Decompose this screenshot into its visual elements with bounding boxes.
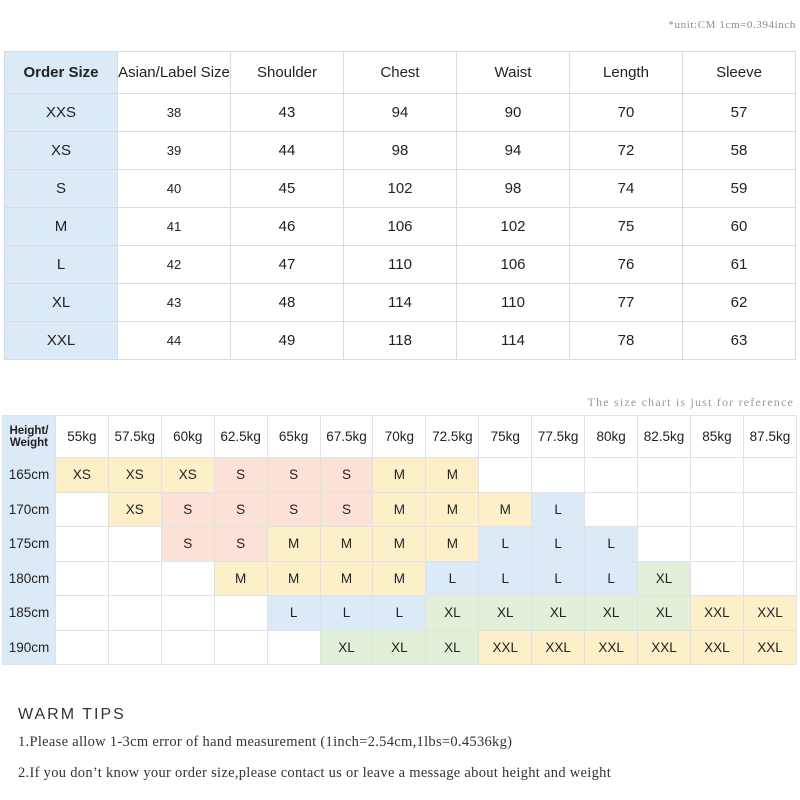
size-recommendation-cell: L [532, 561, 585, 596]
weight-header-cell: 67.5kg [320, 416, 373, 458]
measurement-cell: 39 [118, 132, 231, 170]
measurement-cell: 49 [231, 322, 344, 360]
weight-header-cell: 55kg [55, 416, 108, 458]
size-header-cell: Sleeve [683, 52, 796, 94]
size-recommendation-cell: M [426, 492, 479, 527]
size-recommendation-cell: XL [373, 630, 426, 665]
measurement-cell: 70 [570, 94, 683, 132]
size-table-body [5, 94, 796, 360]
size-recommendation-cell: XXL [690, 630, 743, 665]
table-row [5, 246, 796, 284]
size-recommendation-cell [638, 458, 691, 493]
size-recommendation-cell: XS [108, 492, 161, 527]
size-recommendation-cell [585, 492, 638, 527]
weight-header-cell: 65kg [267, 416, 320, 458]
measurement-cell: 102 [344, 170, 457, 208]
measurement-cell: 42 [118, 246, 231, 284]
size-recommendation-cell: L [532, 492, 585, 527]
size-recommendation-cell [690, 458, 743, 493]
hw-table-body [3, 458, 797, 665]
height-cell: 190cm [3, 630, 56, 665]
order-size-cell: XXL [5, 322, 118, 360]
size-recommendation-cell [585, 458, 638, 493]
size-recommendation-cell [108, 561, 161, 596]
size-recommendation-cell: XXL [638, 630, 691, 665]
size-recommendation-cell: S [267, 458, 320, 493]
size-recommendation-cell: M [267, 527, 320, 562]
measurement-cell: 75 [570, 208, 683, 246]
order-size-cell: M [5, 208, 118, 246]
measurement-cell: 57 [683, 94, 796, 132]
size-recommendation-cell [638, 492, 691, 527]
size-recommendation-cell: S [320, 492, 373, 527]
weight-header-cell: 80kg [585, 416, 638, 458]
size-recommendation-cell [55, 561, 108, 596]
weight-header-cell: 77.5kg [532, 416, 585, 458]
size-recommendation-cell: XXL [743, 630, 796, 665]
measurement-cell: 40 [118, 170, 231, 208]
measurement-cell: 106 [344, 208, 457, 246]
height-cell: 170cm [3, 492, 56, 527]
weight-header-cell: 85kg [690, 416, 743, 458]
size-recommendation-cell: S [161, 527, 214, 562]
table-row [3, 527, 797, 562]
size-recommendation-cell: XL [426, 596, 479, 631]
size-recommendation-cell: S [214, 527, 267, 562]
size-recommendation-cell: L [426, 561, 479, 596]
table-row [5, 284, 796, 322]
size-recommendation-cell [267, 630, 320, 665]
tip-item: 2.If you don’t know your order size,please contact us or leave a message about height and weight [18, 765, 612, 781]
size-recommendation-cell: XL [532, 596, 585, 631]
size-recommendation-cell: M [373, 458, 426, 493]
size-recommendation-cell: XXL [479, 630, 532, 665]
size-recommendation-cell [743, 527, 796, 562]
size-header-cell: Chest [344, 52, 457, 94]
measurement-cell: 114 [457, 322, 570, 360]
size-recommendation-cell: XL [638, 561, 691, 596]
size-recommendation-cell: L [479, 561, 532, 596]
measurement-cell: 63 [683, 322, 796, 360]
measurement-cell: 38 [118, 94, 231, 132]
measurement-cell: 110 [344, 246, 457, 284]
height-cell: 180cm [3, 561, 56, 596]
size-recommendation-cell: M [479, 492, 532, 527]
size-recommendation-cell: L [373, 596, 426, 631]
table-row [5, 94, 796, 132]
size-recommendation-cell [743, 458, 796, 493]
size-recommendation-cell: XL [585, 596, 638, 631]
measurement-cell: 114 [344, 284, 457, 322]
measurement-cell: 62 [683, 284, 796, 322]
measurement-cell: 43 [231, 94, 344, 132]
measurement-cell: 41 [118, 208, 231, 246]
weight-header-cell: 60kg [161, 416, 214, 458]
table-row [3, 492, 797, 527]
size-recommendation-cell: M [214, 561, 267, 596]
measurement-cell: 59 [683, 170, 796, 208]
measurement-cell: 46 [231, 208, 344, 246]
size-recommendation-cell: L [585, 527, 638, 562]
measurement-cell: 47 [231, 246, 344, 284]
table-row [3, 561, 797, 596]
size-measurement-table [4, 51, 796, 360]
measurement-cell: 60 [683, 208, 796, 246]
measurement-cell: 98 [344, 132, 457, 170]
size-recommendation-cell [638, 527, 691, 562]
size-recommendation-cell [161, 561, 214, 596]
size-recommendation-cell: XXL [743, 596, 796, 631]
size-recommendation-cell: XL [638, 596, 691, 631]
weight-header-cell: 75kg [479, 416, 532, 458]
size-recommendation-cell [55, 630, 108, 665]
size-recommendation-cell: XXL [585, 630, 638, 665]
measurement-cell: 77 [570, 284, 683, 322]
size-recommendation-cell: S [161, 492, 214, 527]
size-recommendation-cell: XS [108, 458, 161, 493]
measurement-cell: 44 [118, 322, 231, 360]
size-recommendation-cell [55, 492, 108, 527]
size-recommendation-cell: M [426, 527, 479, 562]
size-recommendation-cell: XL [479, 596, 532, 631]
weight-header-cell: 70kg [373, 416, 426, 458]
size-recommendation-cell: S [320, 458, 373, 493]
size-recommendation-cell [479, 458, 532, 493]
measurement-cell: 94 [344, 94, 457, 132]
table-row [5, 322, 796, 360]
size-recommendation-cell [55, 596, 108, 631]
size-recommendation-cell: M [320, 561, 373, 596]
size-recommendation-cell [214, 630, 267, 665]
size-recommendation-cell: XXL [532, 630, 585, 665]
table-row [3, 630, 797, 665]
weight-header-cell: 62.5kg [214, 416, 267, 458]
measurement-cell: 106 [457, 246, 570, 284]
measurement-cell: 94 [457, 132, 570, 170]
measurement-cell: 118 [344, 322, 457, 360]
measurement-cell: 45 [231, 170, 344, 208]
warm-tips-title: WARM TIPS [18, 706, 126, 723]
height-cell: 165cm [3, 458, 56, 493]
measurement-cell: 61 [683, 246, 796, 284]
size-recommendation-cell: L [532, 527, 585, 562]
measurement-cell: 48 [231, 284, 344, 322]
measurement-cell: 110 [457, 284, 570, 322]
measurement-cell: 78 [570, 322, 683, 360]
height-weight-corner-cell: Height/ Weight [3, 416, 56, 458]
table-row [3, 596, 797, 631]
size-recommendation-cell: S [214, 458, 267, 493]
size-recommendation-cell: M [373, 492, 426, 527]
size-recommendation-cell [108, 596, 161, 631]
measurement-cell: 44 [231, 132, 344, 170]
height-weight-table [2, 415, 797, 665]
measurement-cell: 43 [118, 284, 231, 322]
weight-header-cell: 57.5kg [108, 416, 161, 458]
table-row [5, 170, 796, 208]
measurement-cell: 102 [457, 208, 570, 246]
size-recommendation-cell: XL [426, 630, 479, 665]
height-cell: 185cm [3, 596, 56, 631]
size-recommendation-cell: L [585, 561, 638, 596]
size-recommendation-cell [108, 630, 161, 665]
size-recommendation-cell: M [320, 527, 373, 562]
weight-header-cell: 82.5kg [638, 416, 691, 458]
size-recommendation-cell: XS [55, 458, 108, 493]
size-recommendation-cell [743, 492, 796, 527]
size-recommendation-cell [214, 596, 267, 631]
size-recommendation-cell: M [373, 527, 426, 562]
size-header-cell: Shoulder [231, 52, 344, 94]
size-table-header [5, 52, 796, 94]
size-recommendation-cell [690, 492, 743, 527]
size-recommendation-cell: M [426, 458, 479, 493]
size-recommendation-cell [743, 561, 796, 596]
height-cell: 175cm [3, 527, 56, 562]
unit-note: *unit:CM 1cm=0.394inch [668, 19, 796, 31]
reference-note: The size chart is just for reference [587, 395, 794, 409]
order-size-cell: XS [5, 132, 118, 170]
tip-item: 1.Please allow 1-3cm error of hand measurement (1inch=2.54cm,1lbs=0.4536kg) [18, 734, 513, 750]
measurement-cell: 98 [457, 170, 570, 208]
size-recommendation-cell [108, 527, 161, 562]
weight-header-cell: 72.5kg [426, 416, 479, 458]
order-size-cell: S [5, 170, 118, 208]
size-recommendation-cell: M [373, 561, 426, 596]
order-size-cell: L [5, 246, 118, 284]
size-recommendation-cell: S [214, 492, 267, 527]
measurement-cell: 76 [570, 246, 683, 284]
size-header-cell: Asian/Label Size [118, 52, 231, 94]
size-recommendation-cell: XL [320, 630, 373, 665]
measurement-cell: 58 [683, 132, 796, 170]
table-row [5, 132, 796, 170]
measurement-cell: 90 [457, 94, 570, 132]
measurement-cell: 74 [570, 170, 683, 208]
size-recommendation-cell [161, 596, 214, 631]
table-row [3, 458, 797, 493]
size-recommendation-cell: XXL [690, 596, 743, 631]
size-recommendation-cell: XS [161, 458, 214, 493]
size-recommendation-cell [690, 561, 743, 596]
size-recommendation-cell: L [320, 596, 373, 631]
size-recommendation-cell: L [479, 527, 532, 562]
weight-header-cell: 87.5kg [743, 416, 796, 458]
size-recommendation-cell: M [267, 561, 320, 596]
size-recommendation-cell [161, 630, 214, 665]
order-size-cell: XL [5, 284, 118, 322]
size-header-cell: Order Size [5, 52, 118, 94]
size-recommendation-cell: S [267, 492, 320, 527]
size-recommendation-cell: L [267, 596, 320, 631]
table-row [5, 208, 796, 246]
measurement-cell: 72 [570, 132, 683, 170]
hw-table-header [3, 416, 797, 458]
size-header-cell: Length [570, 52, 683, 94]
size-recommendation-cell [55, 527, 108, 562]
size-header-cell: Waist [457, 52, 570, 94]
size-recommendation-cell [532, 458, 585, 493]
size-recommendation-cell [690, 527, 743, 562]
order-size-cell: XXS [5, 94, 118, 132]
